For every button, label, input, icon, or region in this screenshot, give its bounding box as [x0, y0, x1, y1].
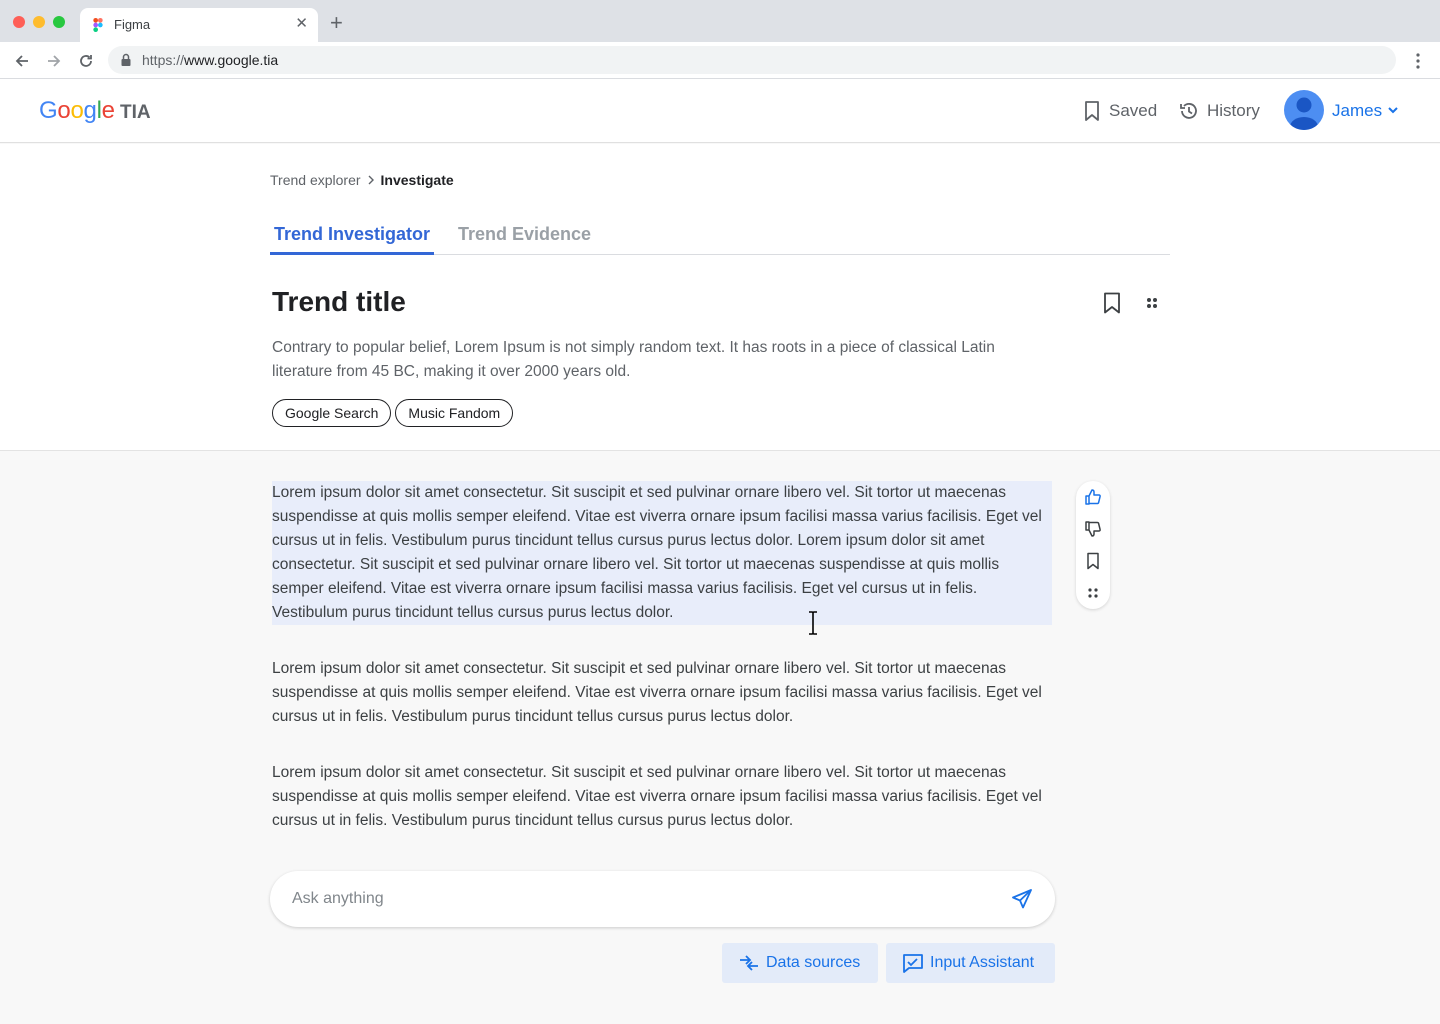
ask-input[interactable]	[292, 886, 992, 912]
history-button[interactable]	[1178, 99, 1260, 123]
history-label: History	[1207, 101, 1260, 120]
url-text: https://www.google.tia	[142, 52, 279, 68]
saved-button[interactable]	[1082, 99, 1157, 123]
figma-favicon-icon	[92, 18, 104, 32]
page-title: Trend title	[272, 286, 406, 317]
avatar[interactable]	[1284, 90, 1324, 130]
back-arrow-icon[interactable]	[12, 51, 32, 71]
ask-input-container	[270, 871, 1055, 927]
lock-icon	[120, 53, 132, 67]
tab-trend-evidence[interactable]: Trend Evidence	[458, 224, 592, 244]
data-sources-icon	[738, 953, 760, 973]
chip-google-search[interactable]: Google Search	[272, 399, 391, 427]
chip-music-fandom[interactable]: Music Fandom	[395, 399, 513, 427]
url-omnibox[interactable]	[108, 46, 1396, 74]
input-assistant-icon	[902, 953, 924, 973]
app-header	[0, 79, 1440, 143]
input-assistant-label: Input Assistant	[930, 954, 1035, 971]
logo-suffix: TIA	[120, 102, 151, 123]
breadcrumb	[270, 172, 454, 188]
plus-icon[interactable]: +	[330, 10, 343, 35]
window-maximize-button[interactable]	[53, 16, 65, 28]
paragraph: Lorem ipsum dolor sit amet consectetur. Sit suscipit et sed pulvinar ornare libero vel. Sit tortor ut maecenas suspendisse at quis mollis semper eleifend. Vitae est viverra ornare ipsum facilisi massa varius facilisis. Eget vel cursus ut in felis. Vestibulum purus tincidunt tellus cursus purus lectus dolor.	[272, 660, 1042, 725]
chevron-right-icon	[367, 175, 375, 185]
close-icon[interactable]: ✕	[295, 15, 308, 32]
history-icon	[1178, 100, 1200, 122]
saved-label: Saved	[1109, 101, 1158, 120]
trend-description: Contrary to popular belief, Lorem Ipsum is not simply random text. It has roots in a piece of classical Latin literature from 45 BC, making it over 2000 years old.	[272, 339, 995, 380]
chevron-down-icon[interactable]	[1387, 105, 1399, 115]
address-bar	[0, 42, 1440, 79]
more-vert-icon[interactable]	[1410, 51, 1426, 71]
thumbs-up-icon[interactable]	[1084, 488, 1102, 506]
paragraph: Lorem ipsum dolor sit amet consectetur. Sit suscipit et sed pulvinar ornare libero vel. Sit tortor ut maecenas suspendisse at quis mollis semper eleifend. Vitae est viverra ornare ipsum facilisi massa varius facilisis. Eget vel cursus ut in felis. Vestibulum purus tincidunt tellus cursus purus lectus dolor.	[272, 764, 1042, 829]
google-logo[interactable]: Google	[39, 97, 115, 124]
breadcrumb-item-trend-explorer[interactable]: Trend explorer	[270, 172, 361, 188]
input-assistant-button[interactable]	[886, 943, 1055, 983]
user-name[interactable]: James	[1332, 101, 1383, 120]
trend-summary-section	[0, 144, 1440, 451]
data-sources-button[interactable]	[722, 943, 878, 983]
tab-bar	[270, 224, 1170, 255]
browser-tabbar	[0, 0, 1440, 42]
breadcrumb-item-investigate: Investigate	[380, 172, 454, 188]
drag-dots-icon[interactable]	[1145, 296, 1159, 310]
browser-tab[interactable]	[80, 8, 318, 42]
tab-trend-investigator[interactable]: Trend Investigator	[270, 224, 434, 255]
drag-dots-icon[interactable]	[1084, 584, 1102, 602]
text-cursor-icon	[805, 610, 821, 636]
thumbs-down-icon[interactable]	[1084, 520, 1102, 538]
avatar-person-icon	[1284, 90, 1324, 130]
data-sources-label: Data sources	[766, 954, 861, 971]
window-minimize-button[interactable]	[33, 16, 45, 28]
bookmark-icon	[1082, 100, 1102, 122]
highlighted-paragraph[interactable]: Lorem ipsum dolor sit amet consectetur. Sit suscipit et sed pulvinar ornare libero vel. Sit tortor ut maecenas suspendisse at quis mollis semper eleifend. Vitae est viverra ornare ipsum facilisi massa varius facilisis. Eget vel cursus ut in felis. Vestibulum purus tincidunt tellus cursus purus lectus dolor. Lorem ipsum dolor sit amet consectetur. Sit suscipit et sed pulvinar ornare libero vel. Sit tortor ut maecenas suspendisse at quis mollis semper eleifend. Vitae est viverra ornare ipsum facilisi massa varius facilisis. Eget vel cursus ut in felis. Vestibulum purus tincidunt tellus cursus purus lectus dolor.	[272, 481, 1052, 625]
window-close-button[interactable]	[13, 16, 25, 28]
bookmark-icon[interactable]	[1102, 292, 1122, 314]
bookmark-icon[interactable]	[1084, 552, 1102, 570]
chip-list	[272, 399, 513, 427]
tab-title: Figma	[114, 17, 151, 32]
reload-icon[interactable]	[76, 51, 96, 71]
send-icon[interactable]	[1010, 887, 1034, 911]
forward-arrow-icon[interactable]	[44, 51, 64, 71]
paragraph-feedback-toolbar	[1076, 481, 1110, 609]
